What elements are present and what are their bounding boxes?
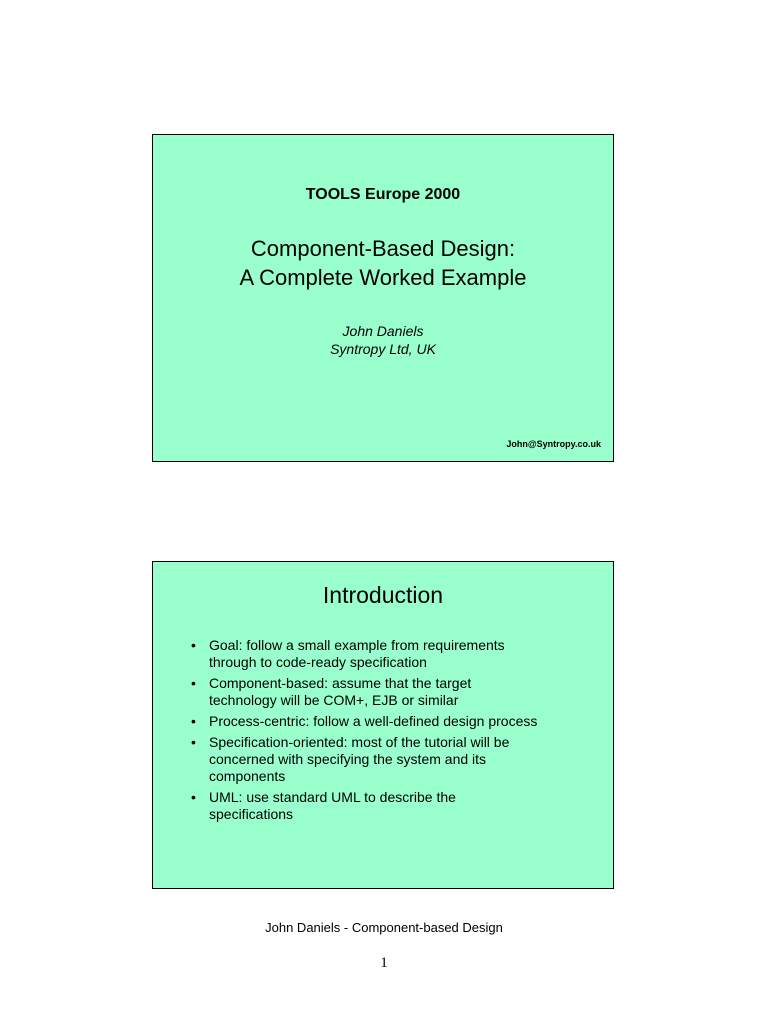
author-block: [153, 322, 613, 358]
bullet-icon: •: [191, 789, 196, 805]
list-item-line: Process-centric: follow a well-defined design process: [209, 713, 538, 729]
list-item: [187, 789, 587, 823]
bullet-icon: •: [191, 675, 196, 691]
list-item-line: specifications: [209, 806, 294, 822]
bullet-list: [187, 637, 587, 827]
conference-name: TOOLS Europe 2000: [305, 186, 461, 203]
presentation-title: [153, 234, 613, 292]
title-line-1: Component-Based Design:: [250, 236, 516, 261]
bullet-icon: •: [191, 637, 196, 653]
slide-title: Introduction: [322, 582, 444, 608]
list-item-line: technology will be COM+, EJB or similar: [209, 692, 459, 708]
list-item-line: Component-based: assume that the target: [209, 675, 472, 691]
list-item: [187, 713, 587, 730]
author-name: John Daniels: [342, 323, 424, 339]
introduction-slide: [152, 561, 614, 889]
list-item: [187, 675, 587, 709]
author-affiliation: Syntropy Ltd, UK: [330, 341, 436, 357]
list-item: [187, 637, 587, 671]
author-email: John@Syntropy.co.uk: [506, 439, 601, 449]
list-item-line: Specification-oriented: most of the tutorial will be: [209, 734, 510, 750]
bullet-icon: •: [191, 713, 196, 729]
page-number: 1: [380, 955, 388, 971]
list-item-line: UML: use standard UML to describe the: [209, 789, 456, 805]
list-item: [187, 734, 587, 785]
list-item-line: concerned with specifying the system and its: [209, 751, 487, 767]
title-slide: [152, 134, 614, 462]
list-item-line: Goal: follow a small example from requirements: [209, 637, 505, 653]
list-item-line: through to code-ready specification: [209, 654, 427, 670]
bullet-icon: •: [191, 734, 196, 750]
page-footer: John Daniels - Component-based Design: [265, 920, 503, 935]
title-line-2: A Complete Worked Example: [239, 265, 527, 290]
list-item-line: components: [209, 768, 286, 784]
